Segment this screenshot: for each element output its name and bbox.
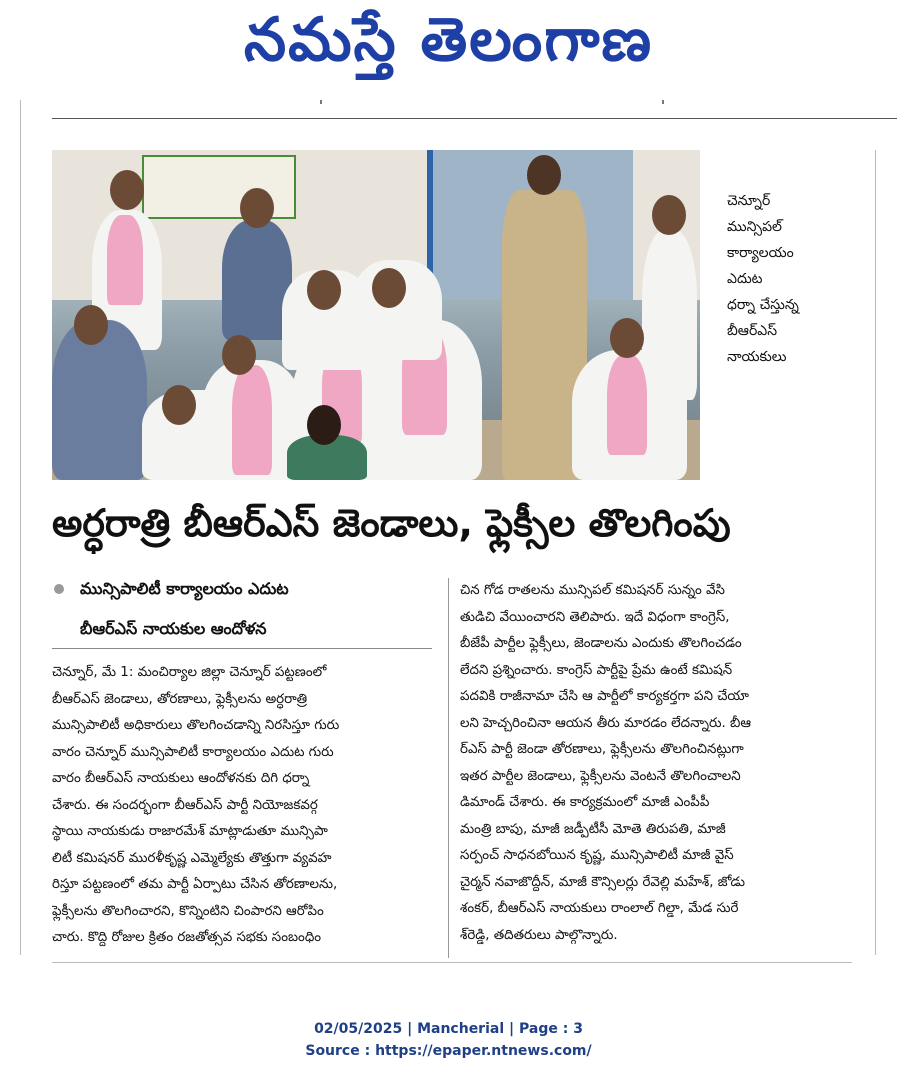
article-bottom-rule — [52, 962, 852, 963]
body-line: ఫ్లెక్సీలను తొలగించారని, కొన్నింటిని చింపారని ఆరోపిం — [52, 903, 324, 919]
article-column-right — [460, 578, 850, 949]
caption-line: ఎదుట — [727, 271, 763, 287]
body-line: తుడిచి వేయించారని తెలిపారు. ఇదే విధంగా కాంగ్రెస్, — [460, 609, 730, 625]
subheading-rule — [52, 648, 432, 649]
body-line: సర్పంచ్ సాధనబోయిన కృష్ణ, మున్సిపాలిటీ మాజీ వైస్ — [460, 848, 734, 863]
body-line: శంకర్, బీఆర్ఎస్ నాయకులు రాంలాల్ గిల్డా, మేడ సురే — [460, 901, 739, 916]
caption-line: ధర్నా చేస్తున్న — [727, 297, 799, 313]
body-line: వారం బీఆర్ఎస్ నాయకులు ఆందోళనకు దిగి ధర్నా — [52, 771, 310, 786]
subheadings — [52, 578, 452, 640]
body-line: డిమాండ్ చేశారు. ఈ కార్యక్రమంలో మాజీ ఎంపీపీ — [460, 795, 710, 810]
caption-line: బీఆర్ఎస్ — [727, 323, 778, 339]
page-margin-line — [875, 150, 876, 955]
body-line: ర్ఎస్ పార్టీ జెండా తోరణాలు, ఫ్లెక్సీలను తొలగించినట్లుగా — [460, 742, 744, 757]
header-rule — [52, 118, 897, 119]
body-line: లేదని ప్రశ్నించారు. కాంగ్రెస్ పార్టీపై ప్రేమ ఉంటే కమిషన్ — [460, 662, 733, 678]
subheading-1 — [52, 578, 452, 600]
footer-date-edition: 02/05/2025 | Mancherial | Page : 3 — [314, 1021, 583, 1037]
subheading-text: మున్సిపాలిటీ కార్యాలయం ఎదుట — [80, 579, 289, 598]
subheading-text: బీఆర్ఎస్ నాయకుల ఆందోళన — [80, 619, 267, 638]
ruler-tick — [662, 100, 664, 104]
body-line: ఇతర పార్టీల జెండాలు, ఫ్లెక్సీలను వెంటనే తొలగించాలని — [460, 768, 741, 784]
caption-line: చెన్నూర్ — [727, 193, 771, 209]
body-line: చెన్నూర్, మే 1: మంచిర్యాల జిల్లా చెన్నూర్ పట్టణంలో — [52, 665, 327, 680]
article-column-left — [52, 660, 442, 952]
body-line: పదవికి రాజీనామా చేసి ఆ పార్టీలో కార్యకర్తగా పని చేయా — [460, 689, 749, 704]
body-line: వారం చెన్నూర్ మున్సిపాలిటీ కార్యాలయం ఎదుట గురు — [52, 744, 334, 760]
body-line: బీఆర్ఎస్ జెండాలు, తోరణాలు, ఫ్లెక్సీలను అర్ధరాత్రి — [52, 691, 308, 707]
subheading-2 — [52, 618, 452, 640]
caption-line: మున్సిపల్ — [727, 219, 782, 235]
body-line: రిస్తూ పట్టణంలో తమ పార్టీ ఏర్పాటు చేసిన తోరణాలను, — [52, 877, 338, 892]
masthead-title: నమస్తే తెలంగాణ — [243, 5, 654, 75]
body-line: చేశారు. ఈ సందర్భంగా బీఆర్ఎస్ పార్టీ నియోజకవర్గ — [52, 797, 318, 813]
body-line: శ్‌రెడ్డి, తదితరులు పాల్గొన్నారు. — [460, 927, 618, 943]
body-line: చైర్మన్ నవాజొద్దీన్, మాజీ కౌన్సిలర్లు రేవెల్లి మహేశ్, జోడు — [460, 874, 746, 890]
body-line: మున్సిపాలిటీ అధికారులు తొలగించడాన్ని నిరసిస్తూ గురు — [52, 718, 340, 733]
body-line: స్థాయి నాయకుడు రాజారమేశ్ మాట్లాడుతూ మున్సిపా — [52, 824, 328, 839]
photo-caption — [727, 188, 867, 370]
article-headline: అర్ధరాత్రి బీఆర్ఎస్ జెండాలు, ఫ్లెక్సీల తొలగింపు — [52, 501, 731, 545]
body-line: బీజేపీ పార్టీల ఫ్లెక్సీలు, జెండాలను ఎందుకు తొలగించడం — [460, 636, 742, 651]
news-photo — [52, 150, 700, 480]
caption-line: కార్యాలయం — [727, 245, 794, 261]
body-line: లిటీ కమిషనర్ మురళీకృష్ణ ఎమ్మెల్యేకు తొత్తుగా వ్యవహ — [52, 850, 332, 866]
footer-source: Source : https://epaper.ntnews.com/ — [305, 1043, 592, 1059]
body-line: మంత్రి బాపు, మాజీ జడ్పీటీసీ మోతె తిరుపతి, మాజీ — [460, 821, 726, 837]
caption-line: నాయకులు — [727, 349, 787, 365]
body-line: చిన గోడ రాతలను మున్సిపల్ కమిషనర్ సున్నం వేసి — [460, 583, 725, 598]
body-line: చారు. కొద్ది రోజుల క్రితం రజతోత్సవ సభకు సంబంధిం — [52, 930, 322, 945]
ruler-tick — [320, 100, 322, 104]
page-footer — [0, 1018, 897, 1062]
column-divider — [448, 578, 449, 958]
bullet-icon — [54, 584, 64, 594]
page-margin-line — [20, 100, 21, 955]
body-line: లని హెచ్చరించినా ఆయన తీరు మారడం లేదన్నారు. బీఆ — [460, 715, 752, 731]
